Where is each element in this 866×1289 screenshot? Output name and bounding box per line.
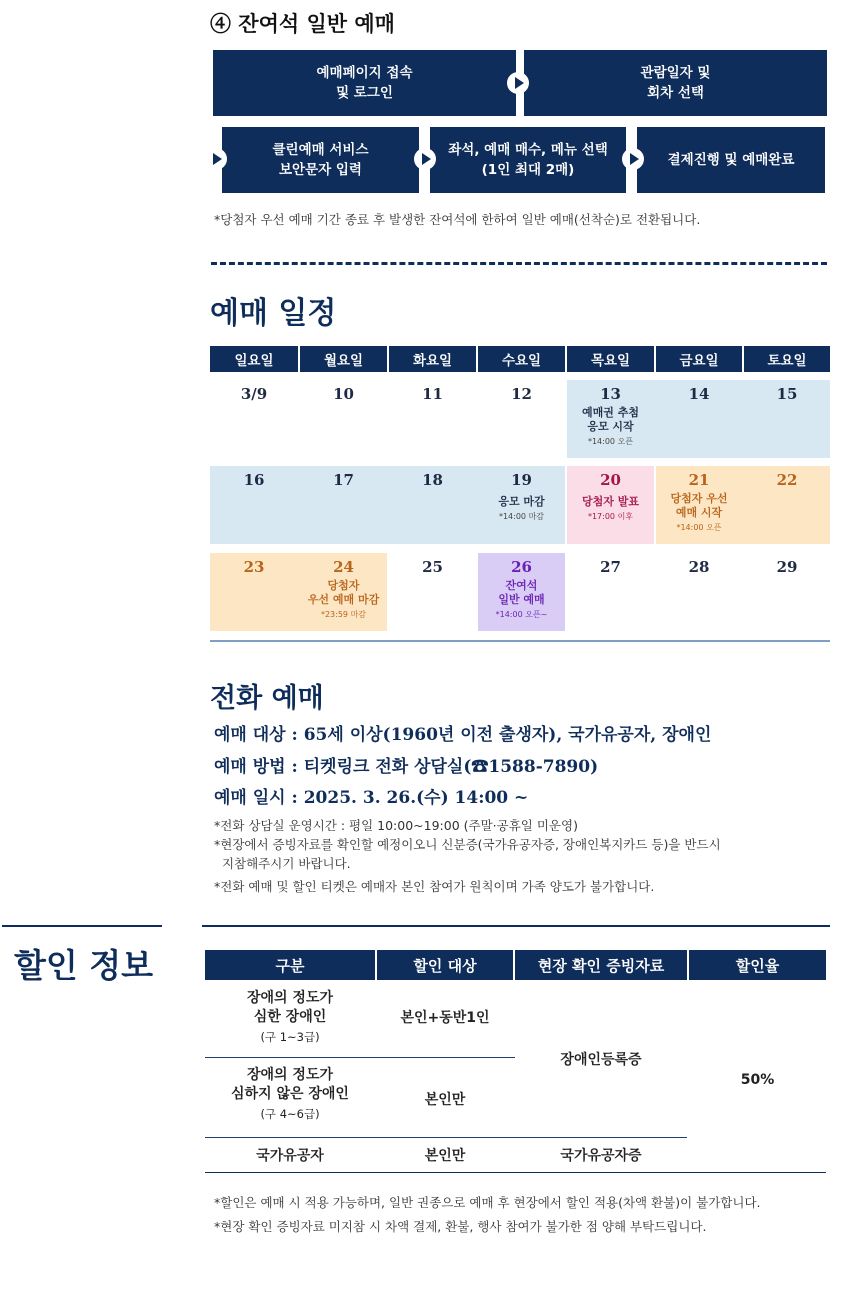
table-cell-category-sub: (구 4~6급) <box>260 1106 320 1121</box>
calendar-day <box>300 466 387 544</box>
arrow-right-icon <box>622 148 644 170</box>
section-divider <box>211 262 827 265</box>
day-number: 27 <box>600 558 621 576</box>
calendar-day <box>389 553 476 631</box>
event-label: 당첨자 우선 예매 마감 <box>307 579 380 606</box>
event-label: 당첨자 발표 <box>582 495 639 508</box>
event-label: 예매권 추첨 응모 시작 <box>582 406 639 433</box>
step-select-date: 관람일자 및 회차 선택 <box>524 50 827 116</box>
phone-note: *전화 예매 및 할인 티켓은 예매자 본인 참여가 원칙이며 가족 양도가 불가합니다. <box>214 879 655 894</box>
weekday-wed: 수요일 <box>478 346 565 372</box>
table-cell-category-sub: (구 1~3급) <box>260 1029 320 1044</box>
day-number: 12 <box>511 385 532 403</box>
phone-method: 예매 방법 : 티켓링크 전화 상담실(☎1588-7890) <box>214 757 599 777</box>
day-number: 25 <box>422 558 443 576</box>
day-number: 23 <box>243 558 265 576</box>
table-cell-category: 장애의 정도가 심하지 않은 장애인 <box>231 1067 349 1102</box>
weekday-thu: 목요일 <box>567 346 654 372</box>
weekday-fri: 금요일 <box>656 346 742 372</box>
day-number: 15 <box>776 385 798 403</box>
phone-booking-title: 전화 예매 <box>210 683 324 714</box>
table-header: 구분 <box>205 950 375 980</box>
step-payment: 결제진행 및 예매완료 <box>637 127 825 193</box>
day-number: 29 <box>776 558 798 576</box>
table-bottom-line <box>205 1172 826 1173</box>
calendar-day <box>210 466 298 544</box>
calendar-day <box>744 466 830 544</box>
calendar-day <box>744 380 830 458</box>
calendar-day <box>656 553 742 631</box>
arrow-right-icon <box>414 148 436 170</box>
discount-note: *현장 확인 증빙자료 미지참 시 차액 결제, 환불, 행사 참여가 불가한 점 양해 부탁드립니다. <box>214 1219 707 1234</box>
day-number: 22 <box>776 471 798 489</box>
day-number: 17 <box>333 471 354 489</box>
arrow-right-icon <box>507 72 529 94</box>
table-row-line <box>205 1057 515 1058</box>
discount-title: 할인 정보 <box>14 946 154 985</box>
table-header: 할인 대상 <box>377 950 513 980</box>
phone-note: 지참해주시기 바랍니다. <box>214 856 351 871</box>
day-number: 16 <box>243 471 265 489</box>
table-cell-target: 본인만 <box>424 1091 466 1108</box>
day-number: 13 <box>600 385 621 403</box>
table-cell-proof: 국가유공자증 <box>560 1147 642 1164</box>
calendar-day <box>744 553 830 631</box>
table-cell-category: 국가유공자 <box>256 1147 324 1164</box>
calendar-day-announce <box>567 466 654 544</box>
calendar-day <box>567 553 654 631</box>
calendar-day <box>300 380 387 458</box>
event-label: 응모 마감 <box>498 495 545 508</box>
event-label: 당첨자 우선 예매 시작 <box>670 492 728 519</box>
event-time: *14:00 오픈 <box>676 523 722 532</box>
step-captcha: 클린예매 서비스 보안문자 입력 <box>222 127 419 193</box>
table-cell-rate: 50% <box>740 1071 775 1088</box>
section-title-general-booking: ④ 잔여석 일반 예매 <box>210 11 395 36</box>
calendar-day <box>210 553 298 631</box>
calendar-day <box>478 380 565 458</box>
general-booking-note: *당첨자 우선 예매 기간 종료 후 발생한 잔여석에 한하여 일반 예매(선착순)로 전환됩니다. <box>214 212 701 227</box>
day-number: 3/9 <box>240 385 268 403</box>
calendar-day <box>567 380 654 458</box>
event-time: *14:00 오픈 <box>587 437 634 446</box>
calendar-day <box>656 380 742 458</box>
table-cell-proof: 장애인등록증 <box>560 1051 642 1068</box>
day-number: 19 <box>511 471 532 489</box>
calendar-day <box>300 553 387 631</box>
day-number: 20 <box>600 471 621 489</box>
section-divider <box>2 925 162 927</box>
day-number: 11 <box>422 385 443 403</box>
phone-note: *전화 상담실 운영시간 : 평일 10:00~19:00 (주말·공휴일 미운영) <box>214 818 578 833</box>
day-number: 21 <box>688 471 710 489</box>
calendar-bottom-line <box>210 640 830 642</box>
phone-note: *현장에서 증빙자료를 확인할 예정이오니 신분증(국가유공자증, 장애인복지카드 등)을 반드시 <box>214 837 721 852</box>
weekday-mon: 월요일 <box>300 346 387 372</box>
day-number: 10 <box>333 385 354 403</box>
calendar-day <box>389 466 476 544</box>
event-time: *14:00 마감 <box>498 512 545 521</box>
phone-date: 예매 일시 : 2025. 3. 26.(수) 14:00 ~ <box>214 788 529 808</box>
day-number: 28 <box>688 558 710 576</box>
event-label: 잔여석 일반 예매 <box>498 579 545 606</box>
weekday-sun: 일요일 <box>210 346 298 372</box>
table-cell-target: 본인만 <box>424 1147 466 1164</box>
section-divider <box>202 925 830 927</box>
calendar-day-general <box>478 553 565 631</box>
day-number: 26 <box>511 558 532 576</box>
day-number: 18 <box>422 471 443 489</box>
table-header: 현장 확인 증빙자료 <box>515 950 687 980</box>
phone-target: 예매 대상 : 65세 이상(1960년 이전 출생자), 국가유공자, 장애인 <box>214 725 712 745</box>
event-time: *17:00 이후 <box>587 512 634 521</box>
event-time: *14:00 오픈~ <box>495 610 548 619</box>
day-number: 24 <box>333 558 354 576</box>
day-number: 14 <box>688 385 710 403</box>
event-time: *23:59 마감 <box>320 610 367 619</box>
schedule-title: 예매 일정 <box>210 296 337 331</box>
table-header: 할인율 <box>689 950 826 980</box>
calendar-day <box>389 380 476 458</box>
weekday-sat: 토요일 <box>744 346 830 372</box>
calendar-day <box>210 380 298 458</box>
weekday-tue: 화요일 <box>389 346 476 372</box>
calendar-day <box>478 466 565 544</box>
discount-note: *할인은 예매 시 적용 가능하며, 일반 권종으로 예매 후 현장에서 할인 적용(차액 환불)이 불가합니다. <box>214 1195 761 1210</box>
table-cell-category: 장애의 정도가 심한 장애인 <box>246 990 334 1025</box>
table-row-line <box>205 1137 687 1138</box>
step-seat-select: 좌석, 예매 매수, 메뉴 선택 (1인 최대 2매) <box>430 127 626 193</box>
step-access-login: 예매페이지 접속 및 로그인 <box>213 50 516 116</box>
table-cell-target: 본인+동반1인 <box>400 1009 490 1026</box>
arrow-right-icon <box>205 148 227 170</box>
calendar-day <box>656 466 742 544</box>
